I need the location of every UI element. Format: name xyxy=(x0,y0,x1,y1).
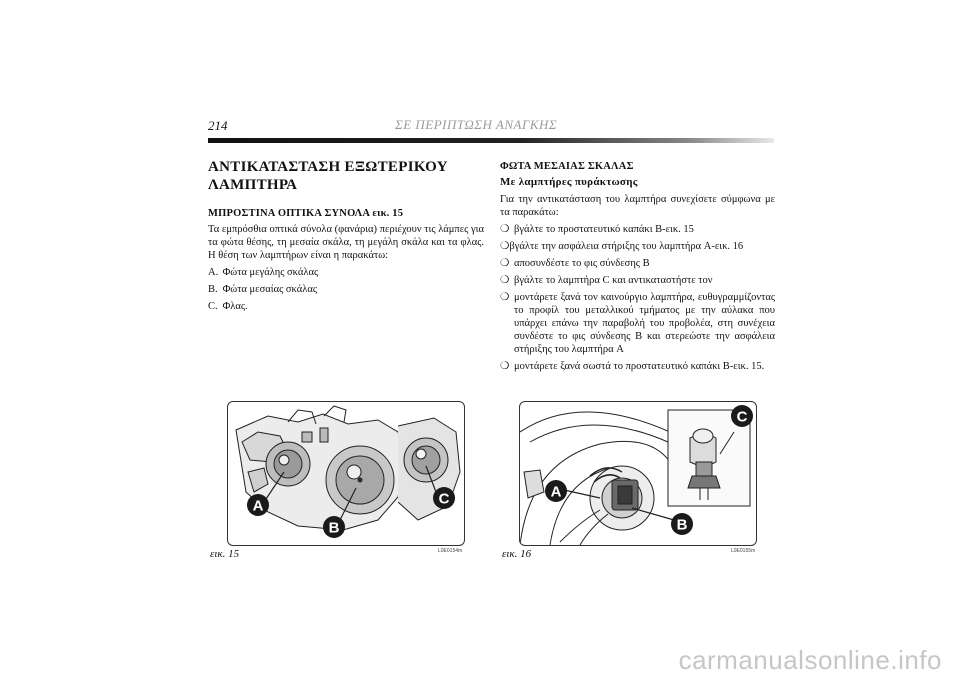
bullet-mark: ❍ xyxy=(500,275,510,286)
callout-b xyxy=(671,513,693,535)
step-item xyxy=(500,291,775,356)
figure-15-headlamp xyxy=(227,401,465,546)
callout-b xyxy=(323,516,345,538)
callout-c-label: C xyxy=(438,490,450,508)
figure-16-code: L0E0155m xyxy=(731,548,756,554)
step-item xyxy=(500,274,775,287)
replacement-intro: Για την αντικατάσταση του λαμπτήρα συνεχίσετε σύμφωνα με τα παρακάτω: xyxy=(500,194,775,218)
bullet-mark: ❍ xyxy=(500,224,510,235)
figure-16-bulb xyxy=(519,401,757,546)
callout-c-label: C xyxy=(736,408,748,426)
lamp-text: Φλας. xyxy=(222,301,248,312)
lamp-text: Φώτα μεγάλης σκάλας xyxy=(222,267,319,278)
bullet-mark: ❍ xyxy=(500,292,510,303)
callout-b-label: B xyxy=(676,516,688,534)
front-lights-intro: Τα εμπρόσθια οπτικά σύνολα (φανάρια) περιέχουν τις λάμπες για τα φώτα θέσης, τη μεσαία σκάλα, τη μεγάλη σκάλα και τα φλας. Η θέση των λαμπτήρων είναι η παρακάτω: xyxy=(208,224,484,261)
callout-a-label: A xyxy=(550,483,562,501)
figure-15-caption: εικ. 15 xyxy=(210,548,240,560)
front-lights-subheading: ΜΠΡΟΣΤΙΝΑ ΟΠΤΙΚΑ ΣΥΝΟΛΑ εικ. 15 xyxy=(208,208,404,219)
low-beam-heading: ΦΩΤΑ ΜΕΣΑΙΑΣ ΣΚΑΛΑΣ xyxy=(500,161,634,172)
figure-15-code: L0E0154m xyxy=(438,548,463,554)
left-column xyxy=(208,158,484,317)
step-item xyxy=(500,223,775,236)
step-text: βγάλτε την ασφάλεια στήριξης του λαμπτήρα A-εικ. 16 xyxy=(509,241,744,252)
lamp-text: Φώτα μεσαίας σκάλας xyxy=(222,284,317,295)
right-column xyxy=(500,160,775,377)
lamp-list-item xyxy=(208,300,484,313)
lamp-key: A. xyxy=(208,267,219,278)
bullet-mark: ❍ xyxy=(500,241,510,252)
step-item xyxy=(500,360,775,373)
section-heading-line1: ΑΝΤΙΚΑΤΑΣΤΑΣΗ ΕΞΩΤΕΡΙΚΟΥ xyxy=(208,159,448,175)
lamp-list-item xyxy=(208,266,484,279)
step-text: αποσυνδέστε το φις σύνδεσης B xyxy=(514,258,650,269)
lamp-key: B. xyxy=(208,284,218,295)
site-watermark: carmanualsonline.info xyxy=(678,645,942,675)
header-rule xyxy=(208,138,774,143)
section-heading xyxy=(208,158,484,194)
lamp-key: C. xyxy=(208,301,218,312)
callout-a xyxy=(545,480,567,502)
bullet-mark: ❍ xyxy=(500,361,510,372)
step-text: βγάλτε το λαμπτήρα C και αντικαταστήστε τον xyxy=(514,275,713,286)
page-number: 214 xyxy=(208,118,228,133)
section-title: ΣΕ ΠΕΡΙΠΤΩΣΗ ΑΝΑΓΚΗΣ xyxy=(395,117,558,132)
callout-c xyxy=(433,487,455,509)
bulb-illustration xyxy=(520,402,756,545)
incandescent-subheading: Με λαμπτήρες πυράκτωσης xyxy=(500,176,638,188)
callout-a xyxy=(247,494,269,516)
step-text: βγάλτε το προστατευτικό καπάκι B-εικ. 15 xyxy=(514,224,694,235)
step-item xyxy=(500,240,775,253)
figure-16-caption: εικ. 16 xyxy=(502,548,532,560)
callout-b-label: B xyxy=(328,519,340,537)
headlamp-illustration xyxy=(228,402,464,545)
section-heading-line2: ΛΑΜΠΤΗΡΑ xyxy=(208,177,298,193)
callout-c xyxy=(731,405,753,427)
step-item xyxy=(500,257,775,270)
lamp-list-item xyxy=(208,283,484,296)
bullet-mark: ❍ xyxy=(500,258,510,269)
callout-a-label: A xyxy=(252,497,264,515)
step-text: μοντάρετε ξανά τον καινούργιο λαμπτήρα, ευθυγραμμίζοντας το προφίλ του μεταλλικού τμήματος με την αύλακα που υπάρχει επάνω την παραβολή του προβολέα, στη συνέχεια συνδέστε το φις σύνδεσης B και στερεώστε την ασφάλεια στήριξης του λαμπτήρα A xyxy=(514,292,775,355)
step-text: μοντάρετε ξανά σωστά το προστατευτικό καπάκι B-εικ. 15. xyxy=(514,361,765,372)
